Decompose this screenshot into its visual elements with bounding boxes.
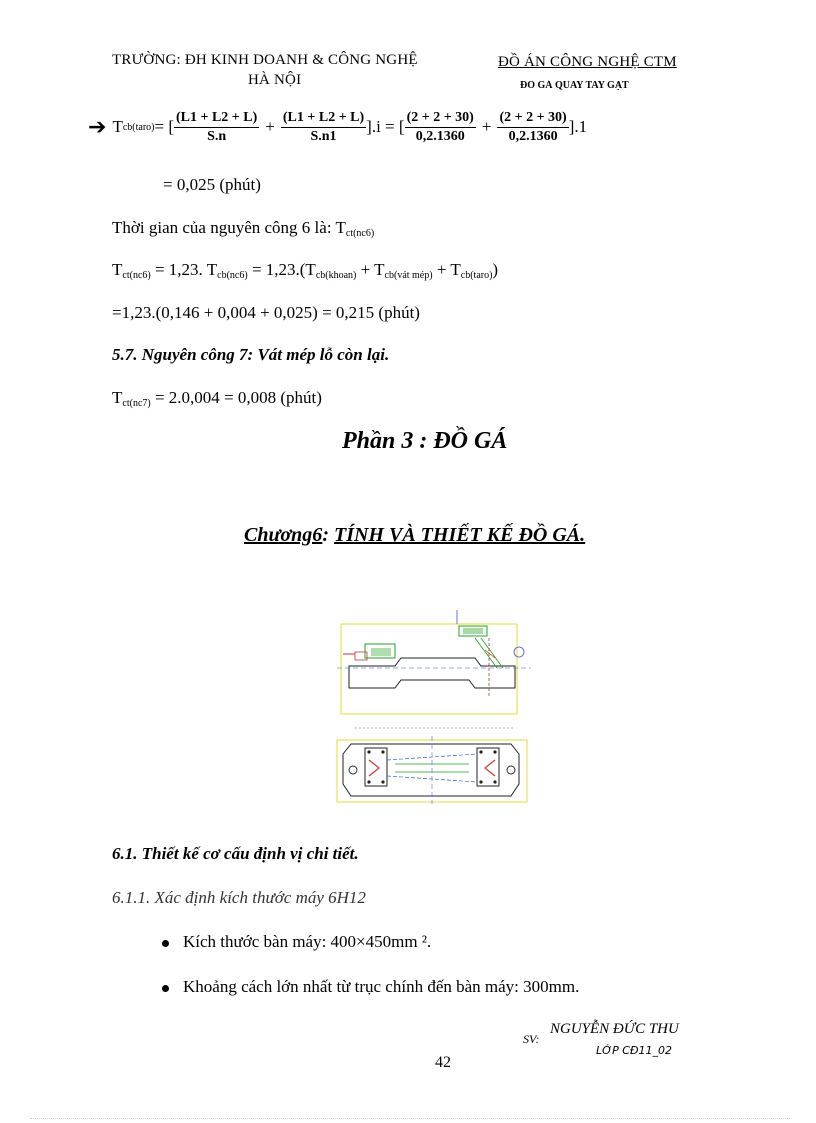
- plus-sign: +: [481, 117, 492, 136]
- formula-tail: ].1: [568, 117, 588, 136]
- header-project-sub-clip: [520, 80, 700, 90]
- result-taro: = 0,025 (phút): [163, 175, 261, 194]
- bullet-item-spindle-distance: Khoảng cách lớn nhất từ trục chính đến bàn máy: 300mm.: [183, 977, 580, 996]
- formula-lhs: T: [112, 117, 123, 136]
- plus-sign: +: [265, 117, 275, 136]
- arrow-icon: ➔: [88, 114, 107, 139]
- section-5-7-heading: 5.7. Nguyên công 7: Vát mép lỗ còn lại.: [112, 345, 390, 364]
- formula-taro: [88, 104, 587, 150]
- part-title: Phần 3 : ĐỒ GÁ: [342, 428, 508, 454]
- fraction-4: $\frac{(2 + 2 + 30)}{0,2.1360}$: [499, 109, 567, 144]
- formula-eq-open: = [: [154, 117, 174, 136]
- page-bottom-divider: [30, 1118, 790, 1119]
- header-project-title: ĐỒ ÁN CÔNG NGHỆ CTM: [498, 54, 677, 70]
- equation-nc6-value: =1,23.(0,146 + 0,004 + 0,025) = 0,215 (phút): [112, 303, 420, 322]
- fraction-3: $\frac{(2 + 2 + 30)}{0,2.1360}$: [406, 109, 474, 144]
- formula-lhs-sub: cb(taro): [122, 121, 155, 133]
- footer-sv-label: SV:: [523, 1032, 540, 1046]
- chapter-heading: Chương6: TÍNH VÀ THIẾT KẾ ĐỒ GÁ.: [244, 524, 586, 546]
- fixture-drawing: [335, 608, 535, 808]
- header-school-line2: HÀ NỘI: [248, 72, 302, 88]
- bullet-dot: [162, 940, 169, 947]
- time-nc6-line: Thời gian của nguyên công 6 là: $T_{ct(nc6)}$: [112, 218, 375, 239]
- header-project-sub: ĐỒ GÁ QUAY TAY GẠT: [520, 80, 629, 90]
- equation-nc6: $T_{ct(nc6)} = 1,23$. $T_{cb(nc6)} = 1,23.(T_{cb(khoan)} + T_{cb(vát mép)} + T_{cb(taro)})$: [112, 260, 499, 281]
- bullet-dot: [162, 985, 169, 992]
- fraction-2: $\frac{(L1 + L2 + L)}{S.n1}$: [282, 109, 365, 144]
- section-6-1-heading: 6.1. Thiết kế cơ cấu định vị chi tiết.: [112, 844, 359, 863]
- formula-mid: ].i = [: [366, 117, 405, 136]
- section-6-1-1-heading: 6.1.1. Xác định kích thước máy 6H12: [112, 888, 366, 907]
- equation-nc7: $T_{ct(nc7)} = 2.0,004 = 0,008$ (phút): [112, 388, 322, 409]
- footer-class-name: LỚP CĐ11_02: [596, 1044, 673, 1057]
- bullet-item-table-size: Kích thước bàn máy: 400×450mm ².: [183, 932, 432, 951]
- side-view: [337, 610, 531, 714]
- fraction-1: $\frac{(L1 + L2 + L)}{S.n}$: [175, 109, 258, 144]
- header-school-line1: TRƯỜNG: ĐH KINH DOANH & CÔNG NGHỆ: [112, 52, 418, 68]
- plan-view: [337, 728, 527, 804]
- footer-student-name: NGUYỄN ĐỨC THU: [550, 1021, 679, 1037]
- page-number: 42: [435, 1054, 451, 1071]
